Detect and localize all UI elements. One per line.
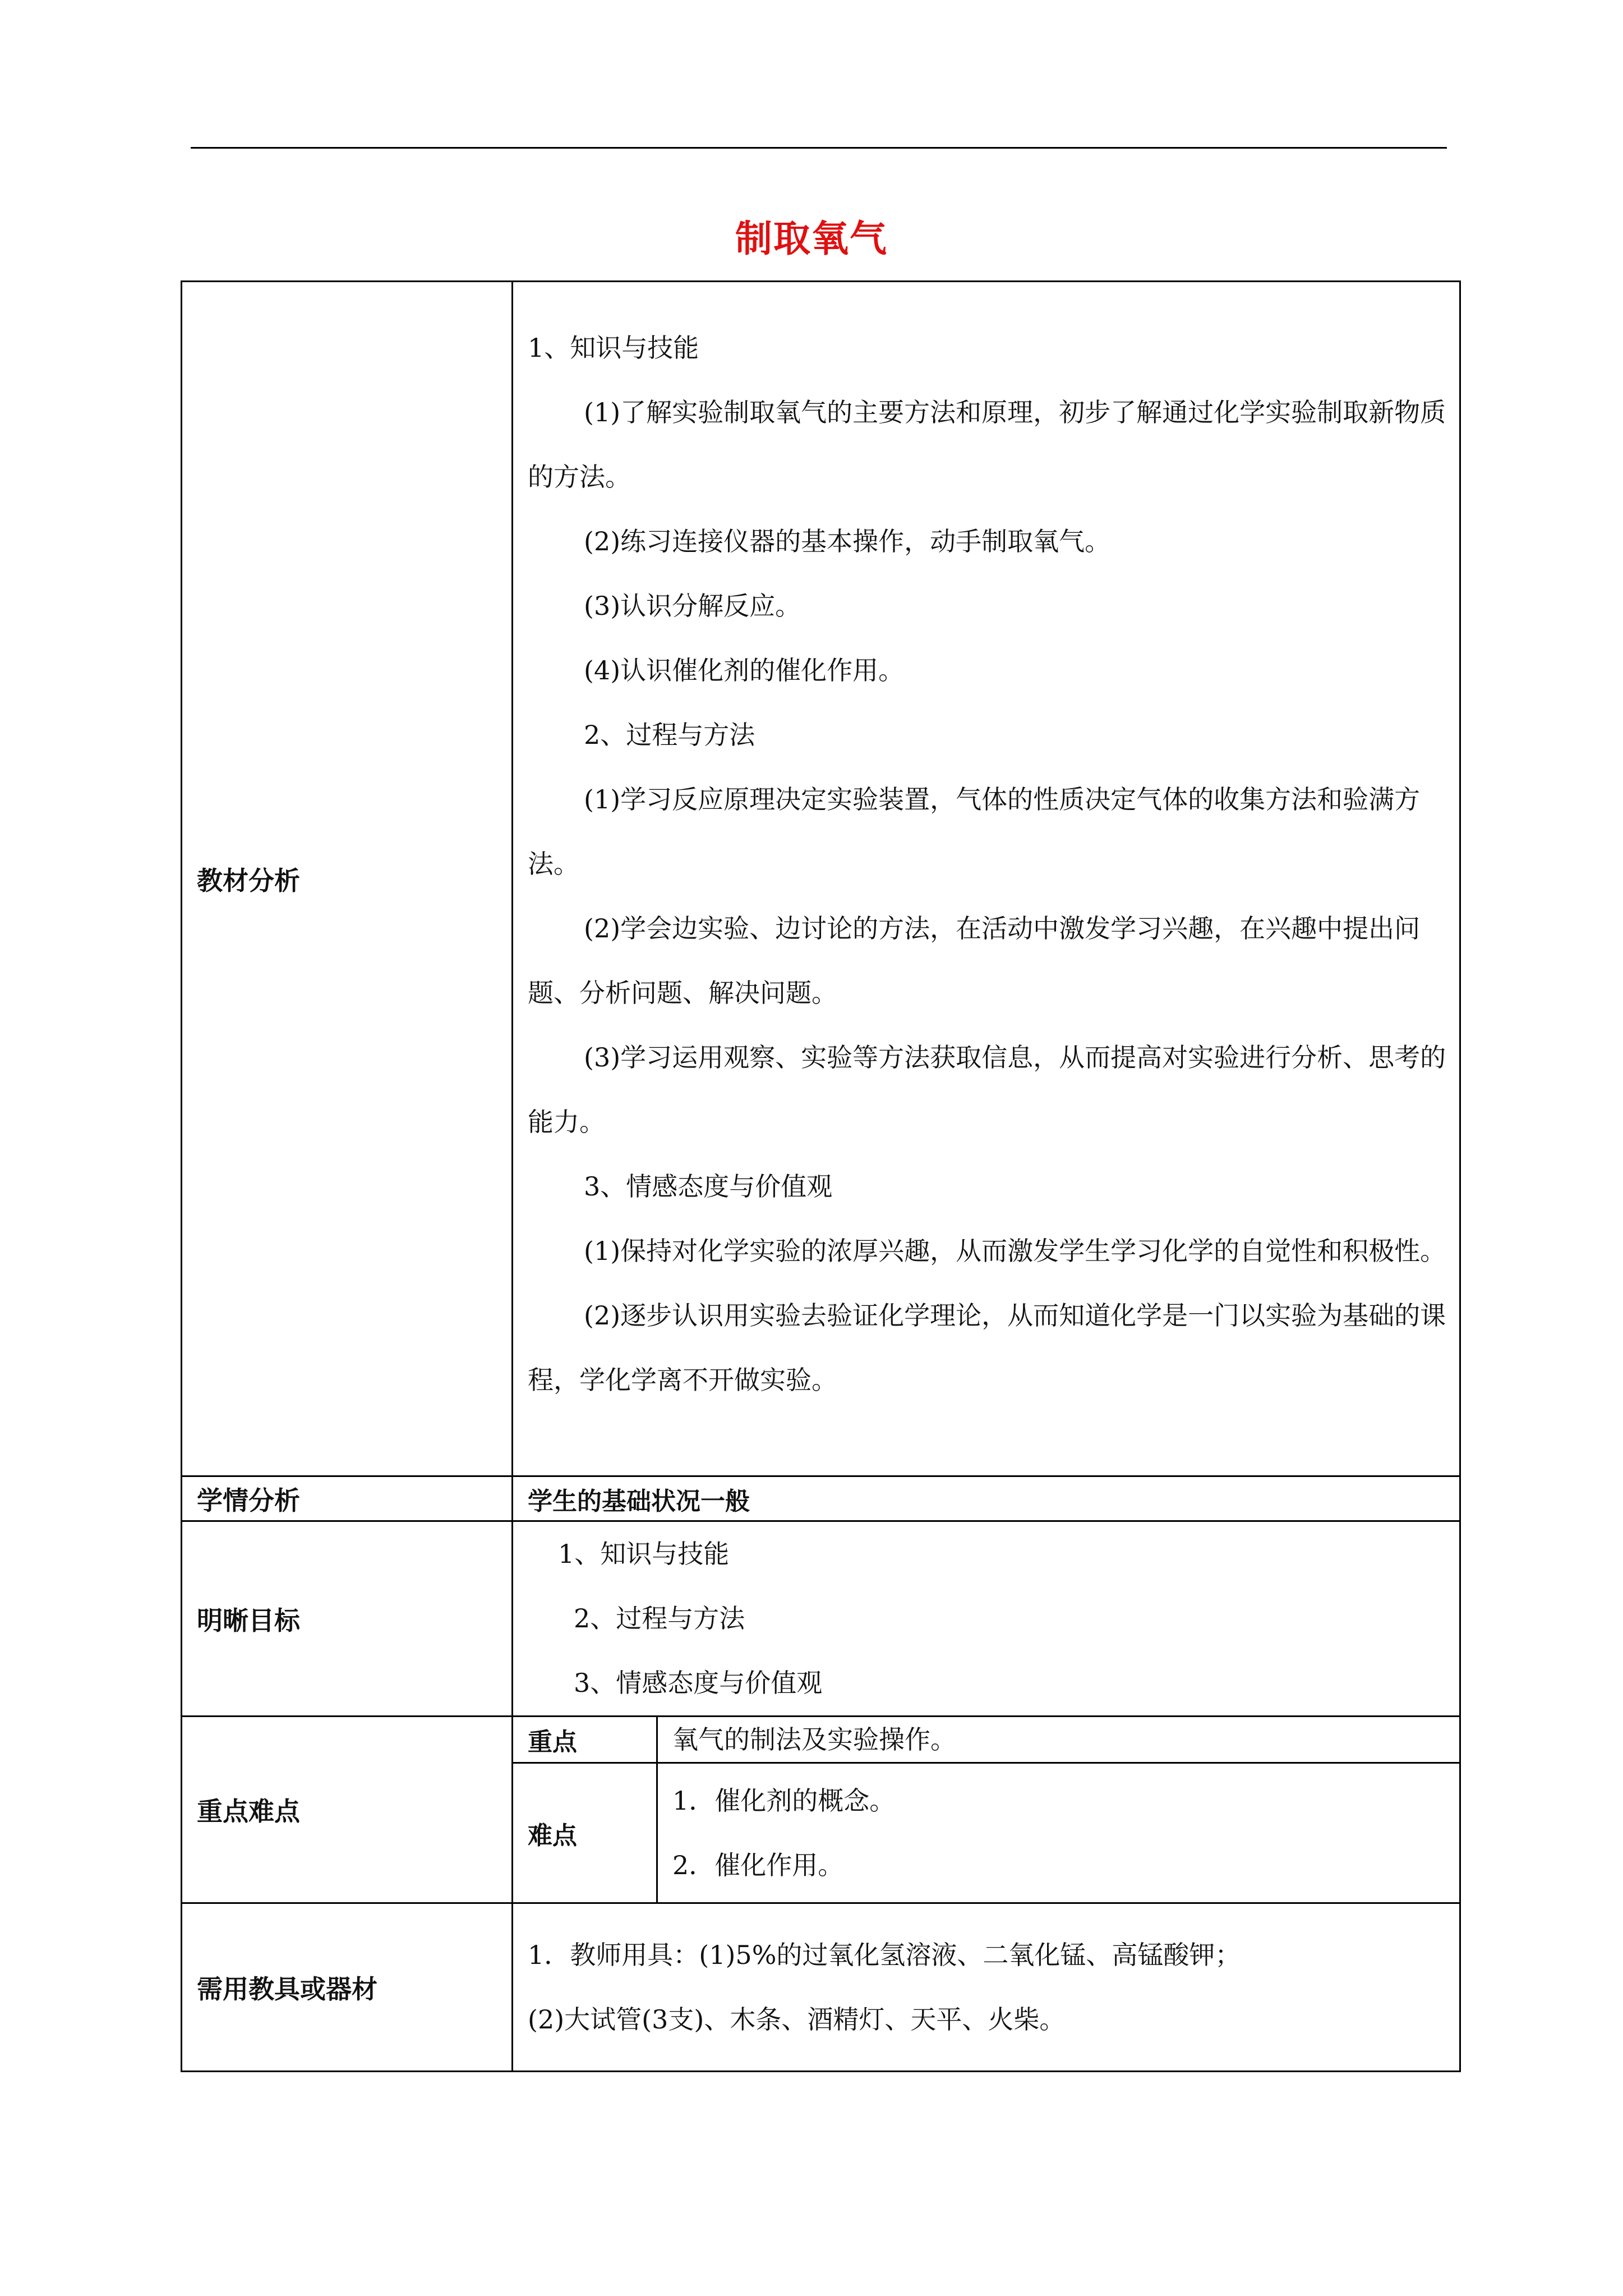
text-line: 2、过程与方法 [584,720,755,750]
goal-item: 1、知识与技能 [558,1539,730,1569]
row-equipment [182,1903,1460,2072]
text-line: (2)逐步认识用实验去验证化学理论，从而知道化学是一门以实验为基础的课程，学化学离不开做实验。 [528,1300,1446,1395]
difficulty-item: 1．催化剂的概念。 [672,1785,896,1816]
text-line: (3)认识分解反应。 [584,591,801,621]
goal-item: 3、情感态度与价值观 [574,1668,823,1698]
label-student-analysis: 学情分析 [182,1476,513,1521]
difficulty-label: 难点 [513,1763,657,1903]
header-rule [191,147,1447,149]
key-point-value: 氧气的制法及实验操作。 [657,1717,1460,1763]
materials-analysis-content [513,282,1460,1476]
label-equipment: 需用教具或器材 [182,1903,513,2072]
row-materials-analysis [182,282,1460,1476]
text-line: (2)学会边实验、边讨论的方法，在活动中激发学习兴趣，在兴趣中提出问题、分析问题、解决问题。 [528,913,1421,1008]
difficulty-item: 2．催化作用。 [672,1849,844,1880]
label-goals: 明晰目标 [182,1521,513,1717]
row-goals [182,1521,1460,1717]
text-line: 1、知识与技能 [528,333,699,363]
row-key-point [182,1717,1460,1763]
label-materials-analysis: 教材分析 [182,282,513,1476]
text-line: (3)学习运用观察、实验等方法获取信息，从而提高对实验进行分析、思考的能力。 [528,1042,1446,1137]
row-student-analysis [182,1476,1460,1521]
difficulty-content [657,1763,1460,1903]
goals-content [513,1521,1460,1717]
text-line: (4)认识催化剂的催化作用。 [584,655,905,685]
text-line: (2)练习连接仪器的基本操作，动手制取氧气。 [584,526,1111,556]
student-analysis-value: 学生的基础状况一般 [513,1476,1460,1521]
text-line: (1)学习反应原理决定实验装置，气体的性质决定气体的收集方法和验满方法。 [528,784,1421,879]
goal-item: 2、过程与方法 [574,1603,745,1634]
lesson-plan-table [181,280,1461,2072]
text-line: 3、情感态度与价值观 [584,1171,833,1202]
text-line: (1)了解实验制取氧气的主要方法和原理，初步了解通过化学实验制取新物质的方法。 [528,397,1446,492]
label-key-difficult: 重点难点 [182,1717,513,1903]
key-point-label: 重点 [513,1717,657,1763]
document-title: 制取氧气 [735,217,888,260]
text-line: (1)保持对化学实验的浓厚兴趣，从而激发学生学习化学的自觉性和积极性。 [584,1236,1446,1266]
equipment-line: 1．教师用具：(1)5%的过氧化氢溶液、二氧化锰、高锰酸钾； [528,1939,1241,1970]
equipment-content [513,1903,1460,2072]
equipment-line: (2)大试管(3支)、木条、酒精灯、天平、火柴。 [528,2004,1066,2035]
